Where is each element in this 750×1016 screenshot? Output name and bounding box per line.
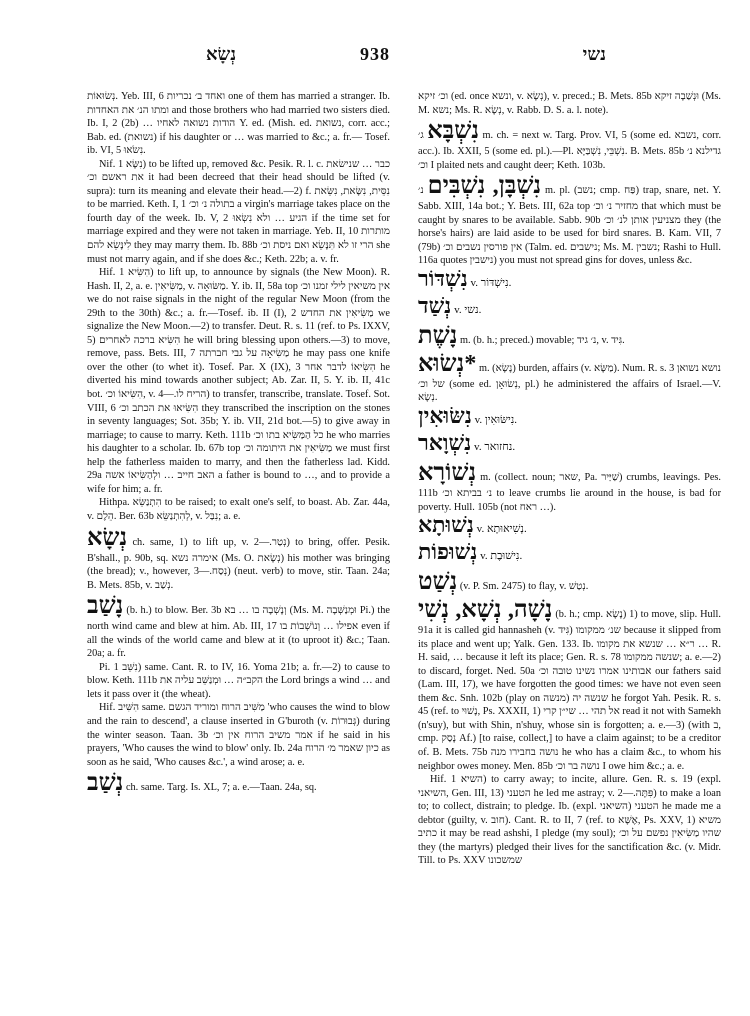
entry-text: Hithpa. הִתְנַשֵּׂא to be raised; to exalt one's self, to boast. Ab. Zar. 44a, v. הֵלֶם. Ber. 63b לְהִתְנַשֵּׂא, v. נִבַּל; a. e.	[87, 497, 390, 522]
entry-headword: נְשׁוֹרָא	[418, 460, 477, 487]
header-right-word: נשי	[582, 44, 606, 64]
dictionary-entry	[87, 496, 390, 523]
entry-text: Nif. נִשָּׂא 1) to be lifted up, removed &c. Pesik. R. l. c. כבר … שנישׂאת את ראשם וכ׳ it had been decreed that their head should be lifted (v. supra): turn its meaning and elevate their head.—2) f. נִסֵּית, נִשָּׂאת, נִשֵּׂאת to be married. Keth. I, 1 בתולה נ׳ וכ׳ a virgin's marriage takes place on the fourth day of the week. Ib. V, 2 הגיע … ולא נִשְׂאוּ if the time set for marriage expired and they were not taken in marriage. Yeb. II, 10 מותרות לִינָּשֵׂא להם they may marry them. Ib. 88b הרי זו לא תִּנָּשֵׂא ואם ניסת וכ׳ she must not marry again, and if she does &c.; Keth. 22b; a. v. fr.	[87, 158, 390, 265]
dictionary-entry	[418, 265, 721, 295]
dictionary-entry	[87, 90, 390, 158]
dictionary-entry	[87, 524, 390, 593]
entry-headword: נִשְׁוָאר	[418, 430, 472, 456]
entry-text: v. נִישְׁדּוֹר.	[470, 276, 512, 289]
entry-headword: נָשֶׁת	[418, 322, 458, 349]
entry-text: v. נחזואר.	[474, 441, 516, 454]
dictionary-entry	[418, 773, 721, 868]
dictionary-entry	[418, 292, 721, 322]
entry-text: (v. P. Sm. 2475) to flay, v. נְטַשׁ.	[459, 581, 589, 593]
dictionary-entry	[418, 596, 721, 773]
entry-headword: נְשַׁב	[87, 770, 124, 797]
dictionary-entry	[418, 514, 721, 541]
entry-headword: נִשְׁדּוֹר	[418, 265, 468, 291]
entry-text: m. (נָשָׂא) burden, affairs (v. מַשָּׂא). Num. R. s. 3 נושא נשואן של וכ׳ (some ed. נְשׂוּאָן, pl.) he administered the affairs of Israel.—V. נְשָׂא.	[418, 362, 721, 404]
dictionary-entry	[418, 350, 721, 405]
entry-text: v. נִישּׂוּאִין.	[474, 414, 518, 427]
entry-text: ג׳ m. ch. = next w. Targ. Prov. VI, 5 (some ed. נשבא, corr. acc.). Ib. XXII, 5 (some ed. pl.).—Pl. נִשְׁבֵּי, נִשְׁבַּיָּא. B. Mets. 85b גדילנא נ׳ וכ׳ I plaited nets and caught deer; Keth. 103b.	[418, 130, 721, 171]
entry-text: v. נשי.	[454, 303, 482, 316]
right-column	[418, 90, 721, 1006]
dictionary-entry	[87, 158, 390, 266]
entry-text: Hif. הִשִּׂיא 1) to lift up, to announce by signals (the New Moon). R. Hash. II, 2, a. e. מַשִּׂיאִין, v. מַשּׂוּאָה. Y. ib. II, 58a top אין משיאין לילי זמנו וכ׳ we do not raise signals in the night of the regular New Moon (from the 29th to the 30th) &c.; a. fr.—Tosef. ib. II (I), 2 מַשִּׂיאִין את החדש we signalize the New Moon.—2) to transfer. Deut. R. s. 11 (ref. to Ps. IXXV, 5) הִשִּׂיא ברכה לאחרים he will bring blessing upon others.—3) to move, remove, pass. Bets. III, 7 מַשִּׂיאָה על גבי חברתה he may pass one knife over the other (to whet it). Tosef. Par. X (IX), 3 הִשִּׂיאוֹ לדבר אחר he diverted his mind towards another subject; Ab. Zar. II, 5. Y. ib. II, 41c bot. הִשִּׂיאוֹ וכ׳, v. הריח לו.—4) to transfer, transcribe, translate. Tosef. Sot. VIII, 6 הִשִּׂיאוּ את הכתב וכ׳ they transcribed the inscription on the stones in seventy languages; Sot. 35b; Y. ib. VII, 21d bot.—5) to give away in marriage; to cause to marry. Keth. 111b כל הַמַּשִּׂיא בתו וכ׳ he who marries his daughter to a scholar. Ib. 67b top מַשִּׂיאִין את היתומה וכ׳ we must first help the fatherless maiden to marry, and then the fatherless lad. Kidd. 29a האב חייב … ולְהַשִּׂיאוֹ אשה a father is bound to …, and to provide a wife for him; a. fr.	[87, 267, 390, 495]
entry-text: m. (b. h.; preced.) movable; נ׳ גיד, v. גִּיד.	[460, 334, 625, 346]
entry-headword: נְשַׁד	[418, 292, 452, 318]
dictionary-entry	[418, 432, 721, 459]
page-number: 938	[360, 44, 390, 64]
entry-headword: נִשְׁבָּא	[427, 118, 480, 145]
dictionary-entry	[87, 769, 390, 797]
entry-text: ch. same, 1) to lift up, v. נְטַר.—2) to bring, offer. Pesik. B'shall., p. 90b, sq. אימרה נשא (Ms. O. נְשָׂאת) his mother was bringing (the bread); v., however, נְסַח.—3) (neut. verb) to move, stir. Taan. 24a; B. Mets. 85b, v. נְשַׁב.	[87, 536, 390, 591]
page-header	[86, 44, 676, 70]
dictionary-entry	[418, 459, 721, 514]
entry-text: נְשׂוּאוֹת. Yeb. III, 6 ואחד ב׳ נכריות one of them has married a stranger. Ib. ומתו הנ׳ את האחדות and those brothers who had married two sisters died. Ib. I, 2 (2b) … הודות נשואה לאחיו Y. ed. (Mish. ed. נשואת, corr. acc.; Bab. ed. (נשואת) if his daughter or … was married to &c.; a. fr.— Tosef. ib. VI, 5 נִשֹׂאוּ.	[87, 91, 390, 157]
entry-text: (b. h.; cmp. נָשָׂא) 1) to move, slip. Hull. 91a it is called gid hannasheh (v. גִּיד) שנ׳ ממקומו because it slipped from its place and went up; Yalk. Gen. 133. Ib. ר״א … שנשא את מקומו … R. H. said, … because it left its place; Gen. R. s. 78 שנשה ממקומו; a. e.—2) to discard, forget. Ned. 50a אבותינו אמרו נשינו טובה וכ׳ our fathers said (Lam. III, 17), we have forgotten the good times: we have not even seen them &c. Snh. 102b (play on מנשה) שנשה יה he forgot Yah. Pesik. R. s. 45 (ref. to נָשׁוּי, Ps. XXXII, 1) אל תהי … שי״ן קרי read it not with Samekh (n'suy), but with Shin, n'shuy, whose sin is forgotten; a. e.—3) (with ב, cmp. נָסַק Af.) [to raise, collect,] to have a claim against; to be a creditor of. B. Mets. 75b נושה בחבירו מנה he who has a claim &c., to whom his neighbor owes money. Men. 85b נושה בר וכ׳ I owe him &c.; a. e.	[418, 609, 721, 772]
dictionary-entry	[418, 568, 721, 596]
left-column	[87, 90, 390, 1006]
entry-text: Hif. השיא 1) to carry away; to incite, allure. Gen. R. s. 19 (expl. השיאני, Gen. III, 13) הטעני he led me astray; v. פִּתָּה.—2) to make a loan to; to collect, distrain; to pledge. Ib. (expl. השיאני) הטעני he made me a debtor (guilty, v. חוב). Cant. R. to II, 7 (ref. to אֶשָּׁא, Ps. XXV, 1) משיא כתיב it may be read ashshi, I pledge (my soul); שהיו מַשִּׂיאִין נפשם על וכ׳ they (the martyrs) pledged their lives for the sanctification &c. (v. Midr. Till. to Ps. XXV שמשכונו	[418, 774, 721, 867]
entry-text: (b. h.) to blow. Ber. 3b וְנָשְׁבָה בו … בא (Ms. M. וּמְנַשְּׁבָה Pi.) the north wind came and blew at him. Ab. III, 17 אפילו … וְנוֹשְׁבוֹת בו even if all the winds of the world came and blew at it (to uproot it) &c.; Taan. 20a; a. fr.	[87, 605, 390, 660]
entry-headword: נְשׁוּפוֹת	[418, 539, 478, 565]
entry-headword: נְשׁוּתָא	[418, 512, 474, 538]
dictionary-entry	[87, 661, 390, 702]
entry-headword: נְשָׂא	[87, 524, 128, 551]
entry-text: וכ׳ זיקא (ed. once ונשא, v. נְשָׂא), v. preced.; B. Mets. 85b וּנְשַׁבָה זיקא (Ms. M. נשא; Ms. R. נְשָׂא, v. Rabb. D. S. a. l. note).	[418, 91, 721, 116]
dictionary-entry	[418, 117, 721, 172]
dictionary-entry	[87, 266, 390, 496]
dictionary-entry	[418, 541, 721, 568]
entry-headword: נִשּׂוּאִין	[418, 403, 472, 429]
entry-text: v. נְשִׁיאוּתָא.	[476, 523, 527, 536]
entry-text: ch. same. Targ. Is. XL, 7; a. e.—Taan. 24a, sq.	[125, 782, 317, 794]
entry-headword: נִשְׁבָּן, נִשְׁבִּים	[427, 173, 542, 200]
entry-text: v. נִישׁוּבֶת.	[480, 550, 523, 563]
dictionary-entry	[87, 701, 390, 769]
entry-headword: נְשׂוּא*	[418, 350, 477, 377]
entry-text: Pi. נִשֵּׁב 1) same. Cant. R. to IV, 16. Yoma 21b; a. fr.—2) to cause to blow. Keth. 111b הקב״ה … וּמְנַשֵּׁב עליה את the Lord brings a wind … and lets it pass over it (the wheat).	[87, 661, 390, 700]
dictionary-entry	[418, 405, 721, 432]
header-left-word: נְשָׂא	[206, 44, 237, 64]
dictionary-entry	[418, 322, 721, 350]
dictionary-entry	[87, 592, 390, 661]
entry-text: Hif. הִשִּׁיב same. מַשִּׁיב הרוח ומוריד הגשם 'who causes the wind to blow and the rain to descend', a clause inserted in G'buroth (v. גְּבוּרוֹת) during the winter season. Taan. 3b אמר משיב הרוח אין וכ׳ if he said in his prayers, 'Who causes the wind to blow' only. Ib. 24a כיון שאמר מ׳ הרוח as soon as he said, 'Who causes &c.', a wind arose; a. e.	[87, 702, 390, 768]
entry-text: נ׳ m. pl. (נשב; cmp. פַּח) trap, snare, net. Y. Sabb. XIII, 14a bot.; Y. Bets. III, 62a top מחזיר נ׳ וכ׳ that which must be caught by snares to be available. Sabb. 90b מצניעין אותן לנ׳ וכ׳ they (the horse's hairs) are laid aside to be used for bird snares. B. Kam. VII, 7 (79b) אין פורסין נשבים וכ׳ (Talm. ed. נישבים; Ms. M. נשבין; Rashi to Hull. 116a quotes נישבין) you must not spread gins for doves, unless &c.	[418, 185, 721, 267]
entry-headword: נָשָׁה, נְשָׁא, נְשִׁי	[418, 597, 553, 624]
dictionary-entry	[418, 172, 721, 268]
dictionary-entry	[418, 90, 721, 117]
entry-headword: נָשַׁב	[87, 593, 124, 620]
entry-text: m. (collect. noun; שאר, Pa. שַׁיַּיר) crumbs, leavings. Pes. 111b נ׳ בביתא וכ׳ to leave crumbs lie around in the house, is bad for poverty. Hull. 105b (not ראח …).	[418, 472, 721, 513]
entry-headword: נְשַׁט	[418, 569, 458, 596]
